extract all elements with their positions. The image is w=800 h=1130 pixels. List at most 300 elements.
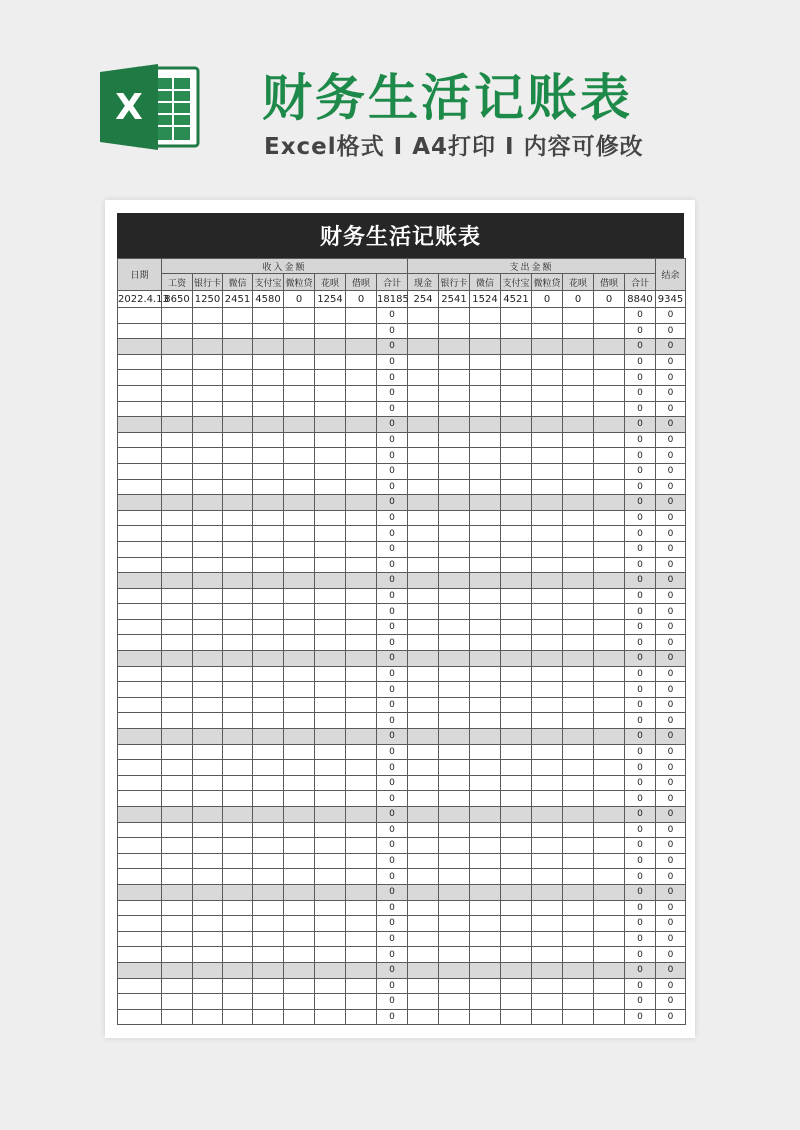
table-cell[interactable] xyxy=(532,323,563,339)
table-cell[interactable] xyxy=(594,588,625,604)
table-cell[interactable] xyxy=(408,495,439,511)
table-cell[interactable] xyxy=(223,526,253,542)
table-cell[interactable] xyxy=(563,463,594,479)
table-cell[interactable] xyxy=(315,417,346,433)
table-cell[interactable] xyxy=(223,947,253,963)
table-cell[interactable] xyxy=(162,432,193,448)
table-cell[interactable] xyxy=(408,822,439,838)
table-cell[interactable] xyxy=(193,541,223,557)
table-cell[interactable] xyxy=(118,729,162,745)
table-cell[interactable] xyxy=(223,853,253,869)
table-cell[interactable] xyxy=(162,588,193,604)
table-cell[interactable] xyxy=(594,775,625,791)
table-cell[interactable] xyxy=(193,760,223,776)
table-cell[interactable] xyxy=(594,682,625,698)
table-cell[interactable] xyxy=(193,962,223,978)
table-cell[interactable] xyxy=(346,463,377,479)
table-cell[interactable] xyxy=(223,308,253,324)
table-cell[interactable] xyxy=(193,978,223,994)
table-cell[interactable] xyxy=(315,994,346,1010)
balance-cell[interactable]: 9345 xyxy=(656,291,686,308)
table-cell[interactable] xyxy=(563,432,594,448)
table-cell[interactable] xyxy=(470,994,501,1010)
table-cell[interactable] xyxy=(315,838,346,854)
table-cell[interactable] xyxy=(315,729,346,745)
balance-cell[interactable]: 0 xyxy=(656,775,686,791)
expense-total-cell[interactable]: 0 xyxy=(625,619,656,635)
table-cell[interactable] xyxy=(501,869,532,885)
table-cell[interactable] xyxy=(563,385,594,401)
table-cell[interactable] xyxy=(532,588,563,604)
expense-cell[interactable]: 0 xyxy=(563,291,594,308)
table-cell[interactable] xyxy=(532,962,563,978)
table-cell[interactable] xyxy=(563,978,594,994)
table-cell[interactable] xyxy=(253,495,284,511)
balance-cell[interactable]: 0 xyxy=(656,931,686,947)
table-cell[interactable] xyxy=(501,308,532,324)
table-cell[interactable] xyxy=(118,713,162,729)
table-cell[interactable] xyxy=(408,994,439,1010)
expense-total-cell[interactable]: 0 xyxy=(625,588,656,604)
table-cell[interactable] xyxy=(315,339,346,355)
income-cell[interactable]: 18185 xyxy=(377,291,408,308)
table-cell[interactable] xyxy=(223,588,253,604)
balance-cell[interactable]: 0 xyxy=(656,510,686,526)
income-total-cell[interactable]: 0 xyxy=(377,370,408,386)
table-cell[interactable] xyxy=(223,869,253,885)
table-cell[interactable] xyxy=(470,744,501,760)
table-cell[interactable] xyxy=(315,947,346,963)
table-cell[interactable] xyxy=(118,526,162,542)
table-cell[interactable] xyxy=(532,916,563,932)
table-cell[interactable] xyxy=(346,729,377,745)
table-cell[interactable] xyxy=(193,417,223,433)
table-cell[interactable] xyxy=(439,510,470,526)
table-cell[interactable] xyxy=(532,385,563,401)
expense-total-cell[interactable]: 0 xyxy=(625,495,656,511)
table-cell[interactable] xyxy=(193,931,223,947)
table-cell[interactable] xyxy=(223,775,253,791)
table-cell[interactable] xyxy=(501,463,532,479)
income-total-cell[interactable]: 0 xyxy=(377,775,408,791)
expense-total-cell[interactable]: 0 xyxy=(625,651,656,667)
table-cell[interactable] xyxy=(408,931,439,947)
table-cell[interactable] xyxy=(470,651,501,667)
table-cell[interactable] xyxy=(223,619,253,635)
income-total-cell[interactable]: 0 xyxy=(377,417,408,433)
table-cell[interactable] xyxy=(118,479,162,495)
table-cell[interactable] xyxy=(532,729,563,745)
table-cell[interactable] xyxy=(594,697,625,713)
table-cell[interactable] xyxy=(563,869,594,885)
table-cell[interactable] xyxy=(594,916,625,932)
table-cell[interactable] xyxy=(162,448,193,464)
table-cell[interactable] xyxy=(284,573,315,589)
table-cell[interactable] xyxy=(563,557,594,573)
balance-cell[interactable]: 0 xyxy=(656,682,686,698)
table-cell[interactable] xyxy=(439,541,470,557)
table-cell[interactable] xyxy=(118,604,162,620)
table-cell[interactable] xyxy=(532,651,563,667)
table-cell[interactable] xyxy=(193,869,223,885)
table-cell[interactable] xyxy=(118,978,162,994)
balance-cell[interactable]: 0 xyxy=(656,791,686,807)
expense-total-cell[interactable]: 0 xyxy=(625,573,656,589)
table-cell[interactable] xyxy=(223,900,253,916)
table-cell[interactable] xyxy=(162,354,193,370)
expense-total-cell[interactable]: 0 xyxy=(625,354,656,370)
income-total-cell[interactable]: 0 xyxy=(377,526,408,542)
table-cell[interactable] xyxy=(346,807,377,823)
table-cell[interactable] xyxy=(162,760,193,776)
table-cell[interactable] xyxy=(193,791,223,807)
table-cell[interactable] xyxy=(470,573,501,589)
table-cell[interactable] xyxy=(408,713,439,729)
table-cell[interactable] xyxy=(346,432,377,448)
expense-cell[interactable]: 1524 xyxy=(470,291,501,308)
income-total-cell[interactable]: 0 xyxy=(377,557,408,573)
table-cell[interactable] xyxy=(439,947,470,963)
table-cell[interactable] xyxy=(118,401,162,417)
table-cell[interactable] xyxy=(315,1009,346,1025)
income-total-cell[interactable]: 0 xyxy=(377,588,408,604)
table-cell[interactable] xyxy=(118,339,162,355)
table-cell[interactable] xyxy=(223,666,253,682)
table-cell[interactable] xyxy=(408,370,439,386)
table-cell[interactable] xyxy=(118,635,162,651)
balance-cell[interactable]: 0 xyxy=(656,666,686,682)
income-total-cell[interactable]: 0 xyxy=(377,604,408,620)
income-total-cell[interactable]: 0 xyxy=(377,479,408,495)
table-cell[interactable] xyxy=(253,838,284,854)
table-cell[interactable] xyxy=(315,916,346,932)
table-cell[interactable] xyxy=(408,526,439,542)
table-cell[interactable] xyxy=(253,869,284,885)
table-cell[interactable] xyxy=(118,822,162,838)
table-cell[interactable] xyxy=(223,682,253,698)
balance-cell[interactable]: 0 xyxy=(656,495,686,511)
table-cell[interactable] xyxy=(284,994,315,1010)
table-cell[interactable] xyxy=(532,354,563,370)
balance-cell[interactable]: 0 xyxy=(656,479,686,495)
expense-total-cell[interactable]: 0 xyxy=(625,900,656,916)
table-cell[interactable] xyxy=(118,838,162,854)
table-cell[interactable] xyxy=(315,807,346,823)
table-cell[interactable] xyxy=(408,900,439,916)
table-cell[interactable] xyxy=(162,962,193,978)
table-cell[interactable] xyxy=(501,713,532,729)
table-cell[interactable] xyxy=(223,822,253,838)
income-total-cell[interactable]: 0 xyxy=(377,354,408,370)
expense-total-cell[interactable]: 0 xyxy=(625,713,656,729)
table-cell[interactable] xyxy=(470,432,501,448)
table-cell[interactable] xyxy=(408,884,439,900)
table-cell[interactable] xyxy=(532,978,563,994)
expense-total-cell[interactable]: 0 xyxy=(625,417,656,433)
table-cell[interactable] xyxy=(563,479,594,495)
table-cell[interactable] xyxy=(253,916,284,932)
expense-cell[interactable]: 2541 xyxy=(439,291,470,308)
table-cell[interactable] xyxy=(223,697,253,713)
table-cell[interactable] xyxy=(532,900,563,916)
table-cell[interactable] xyxy=(223,448,253,464)
table-cell[interactable] xyxy=(118,557,162,573)
table-cell[interactable] xyxy=(193,432,223,448)
table-cell[interactable] xyxy=(253,401,284,417)
table-cell[interactable] xyxy=(223,339,253,355)
table-cell[interactable] xyxy=(253,432,284,448)
table-cell[interactable] xyxy=(253,479,284,495)
table-cell[interactable] xyxy=(470,838,501,854)
table-cell[interactable] xyxy=(253,931,284,947)
table-cell[interactable] xyxy=(563,323,594,339)
table-cell[interactable] xyxy=(346,713,377,729)
table-cell[interactable] xyxy=(594,807,625,823)
table-cell[interactable] xyxy=(439,651,470,667)
table-cell[interactable] xyxy=(223,432,253,448)
table-cell[interactable] xyxy=(532,619,563,635)
table-cell[interactable] xyxy=(253,729,284,745)
table-cell[interactable] xyxy=(532,822,563,838)
table-cell[interactable] xyxy=(408,479,439,495)
table-cell[interactable] xyxy=(253,666,284,682)
table-cell[interactable] xyxy=(563,853,594,869)
table-cell[interactable] xyxy=(284,354,315,370)
table-cell[interactable] xyxy=(346,651,377,667)
balance-cell[interactable]: 0 xyxy=(656,619,686,635)
table-cell[interactable] xyxy=(594,931,625,947)
table-cell[interactable] xyxy=(193,697,223,713)
balance-cell[interactable]: 0 xyxy=(656,729,686,745)
balance-cell[interactable]: 0 xyxy=(656,1009,686,1025)
table-cell[interactable] xyxy=(284,697,315,713)
table-cell[interactable] xyxy=(118,385,162,401)
table-cell[interactable] xyxy=(223,713,253,729)
table-cell[interactable] xyxy=(253,323,284,339)
table-cell[interactable] xyxy=(594,432,625,448)
balance-cell[interactable]: 0 xyxy=(656,401,686,417)
table-cell[interactable] xyxy=(346,869,377,885)
table-cell[interactable] xyxy=(118,760,162,776)
table-cell[interactable] xyxy=(563,666,594,682)
table-cell[interactable] xyxy=(563,947,594,963)
table-cell[interactable] xyxy=(346,401,377,417)
table-cell[interactable] xyxy=(284,775,315,791)
table-cell[interactable] xyxy=(162,791,193,807)
income-total-cell[interactable]: 0 xyxy=(377,448,408,464)
table-cell[interactable] xyxy=(408,323,439,339)
table-cell[interactable] xyxy=(501,417,532,433)
table-cell[interactable] xyxy=(501,807,532,823)
table-cell[interactable] xyxy=(594,463,625,479)
expense-total-cell[interactable]: 0 xyxy=(625,1009,656,1025)
table-cell[interactable] xyxy=(470,900,501,916)
table-cell[interactable] xyxy=(346,557,377,573)
income-total-cell[interactable]: 0 xyxy=(377,682,408,698)
table-cell[interactable] xyxy=(346,666,377,682)
table-cell[interactable] xyxy=(162,822,193,838)
table-cell[interactable] xyxy=(193,323,223,339)
table-cell[interactable] xyxy=(284,526,315,542)
table-cell[interactable] xyxy=(284,884,315,900)
table-cell[interactable] xyxy=(162,838,193,854)
table-cell[interactable] xyxy=(439,432,470,448)
expense-total-cell[interactable]: 0 xyxy=(625,308,656,324)
table-cell[interactable] xyxy=(223,417,253,433)
table-cell[interactable] xyxy=(118,916,162,932)
table-cell[interactable] xyxy=(470,463,501,479)
table-cell[interactable] xyxy=(315,526,346,542)
table-cell[interactable] xyxy=(563,838,594,854)
balance-cell[interactable]: 0 xyxy=(656,354,686,370)
table-cell[interactable] xyxy=(253,573,284,589)
table-cell[interactable] xyxy=(439,884,470,900)
table-cell[interactable] xyxy=(594,1009,625,1025)
table-cell[interactable] xyxy=(315,463,346,479)
table-cell[interactable] xyxy=(193,947,223,963)
table-cell[interactable] xyxy=(346,385,377,401)
table-cell[interactable] xyxy=(284,853,315,869)
table-cell[interactable] xyxy=(470,308,501,324)
table-cell[interactable] xyxy=(284,900,315,916)
table-cell[interactable] xyxy=(594,385,625,401)
table-cell[interactable] xyxy=(501,884,532,900)
balance-cell[interactable]: 0 xyxy=(656,573,686,589)
table-cell[interactable] xyxy=(408,541,439,557)
table-cell[interactable] xyxy=(193,557,223,573)
table-cell[interactable] xyxy=(470,682,501,698)
table-cell[interactable] xyxy=(315,682,346,698)
balance-cell[interactable]: 0 xyxy=(656,635,686,651)
table-cell[interactable] xyxy=(315,853,346,869)
table-cell[interactable] xyxy=(346,994,377,1010)
table-cell[interactable] xyxy=(501,588,532,604)
table-cell[interactable] xyxy=(315,588,346,604)
table-cell[interactable] xyxy=(284,682,315,698)
table-cell[interactable] xyxy=(501,557,532,573)
table-cell[interactable] xyxy=(223,1009,253,1025)
table-cell[interactable] xyxy=(162,931,193,947)
table-cell[interactable] xyxy=(253,354,284,370)
table-cell[interactable] xyxy=(439,448,470,464)
table-cell[interactable] xyxy=(223,760,253,776)
table-cell[interactable] xyxy=(346,604,377,620)
table-cell[interactable] xyxy=(193,495,223,511)
balance-cell[interactable]: 0 xyxy=(656,370,686,386)
table-cell[interactable] xyxy=(594,354,625,370)
income-total-cell[interactable]: 0 xyxy=(377,697,408,713)
table-cell[interactable] xyxy=(408,916,439,932)
table-cell[interactable] xyxy=(193,853,223,869)
table-cell[interactable] xyxy=(193,651,223,667)
table-cell[interactable] xyxy=(501,666,532,682)
table-cell[interactable] xyxy=(408,573,439,589)
table-cell[interactable] xyxy=(193,448,223,464)
table-cell[interactable] xyxy=(439,713,470,729)
table-cell[interactable] xyxy=(532,573,563,589)
table-cell[interactable] xyxy=(563,962,594,978)
table-cell[interactable] xyxy=(594,729,625,745)
table-cell[interactable] xyxy=(315,510,346,526)
table-cell[interactable] xyxy=(284,916,315,932)
table-cell[interactable] xyxy=(501,838,532,854)
table-cell[interactable] xyxy=(408,308,439,324)
table-cell[interactable] xyxy=(162,900,193,916)
table-cell[interactable] xyxy=(439,573,470,589)
table-cell[interactable] xyxy=(594,900,625,916)
table-cell[interactable] xyxy=(346,1009,377,1025)
table-cell[interactable] xyxy=(563,931,594,947)
table-cell[interactable] xyxy=(501,697,532,713)
table-cell[interactable] xyxy=(563,619,594,635)
table-cell[interactable] xyxy=(346,853,377,869)
table-cell[interactable] xyxy=(439,962,470,978)
table-cell[interactable] xyxy=(563,495,594,511)
expense-total-cell[interactable]: 0 xyxy=(625,916,656,932)
table-cell[interactable] xyxy=(162,370,193,386)
table-cell[interactable] xyxy=(346,760,377,776)
table-cell[interactable] xyxy=(532,697,563,713)
table-cell[interactable] xyxy=(223,651,253,667)
expense-total-cell[interactable]: 0 xyxy=(625,978,656,994)
table-cell[interactable] xyxy=(470,713,501,729)
table-cell[interactable] xyxy=(408,729,439,745)
table-cell[interactable] xyxy=(470,339,501,355)
table-cell[interactable] xyxy=(532,775,563,791)
table-cell[interactable] xyxy=(118,900,162,916)
table-cell[interactable] xyxy=(193,354,223,370)
income-total-cell[interactable]: 0 xyxy=(377,994,408,1010)
table-cell[interactable] xyxy=(563,308,594,324)
table-cell[interactable] xyxy=(162,526,193,542)
income-total-cell[interactable]: 0 xyxy=(377,713,408,729)
table-cell[interactable] xyxy=(118,994,162,1010)
table-cell[interactable] xyxy=(253,385,284,401)
table-cell[interactable] xyxy=(563,541,594,557)
table-cell[interactable] xyxy=(563,760,594,776)
table-cell[interactable] xyxy=(408,463,439,479)
table-cell[interactable] xyxy=(501,947,532,963)
expense-cell[interactable]: 0 xyxy=(594,291,625,308)
income-total-cell[interactable]: 0 xyxy=(377,729,408,745)
table-cell[interactable] xyxy=(315,619,346,635)
table-cell[interactable] xyxy=(563,526,594,542)
table-cell[interactable] xyxy=(346,838,377,854)
table-cell[interactable] xyxy=(162,682,193,698)
table-cell[interactable] xyxy=(253,822,284,838)
table-cell[interactable] xyxy=(162,510,193,526)
expense-total-cell[interactable]: 0 xyxy=(625,853,656,869)
table-cell[interactable] xyxy=(284,308,315,324)
table-cell[interactable] xyxy=(284,541,315,557)
table-cell[interactable] xyxy=(346,916,377,932)
table-cell[interactable] xyxy=(470,697,501,713)
table-cell[interactable] xyxy=(439,697,470,713)
table-cell[interactable] xyxy=(162,339,193,355)
table-cell[interactable] xyxy=(346,962,377,978)
table-cell[interactable] xyxy=(439,479,470,495)
table-cell[interactable] xyxy=(253,947,284,963)
table-cell[interactable] xyxy=(162,495,193,511)
table-cell[interactable] xyxy=(439,822,470,838)
income-total-cell[interactable]: 0 xyxy=(377,666,408,682)
table-cell[interactable] xyxy=(315,635,346,651)
table-cell[interactable] xyxy=(284,760,315,776)
expense-total-cell[interactable]: 0 xyxy=(625,744,656,760)
table-cell[interactable] xyxy=(346,775,377,791)
balance-cell[interactable]: 0 xyxy=(656,760,686,776)
table-cell[interactable] xyxy=(284,604,315,620)
